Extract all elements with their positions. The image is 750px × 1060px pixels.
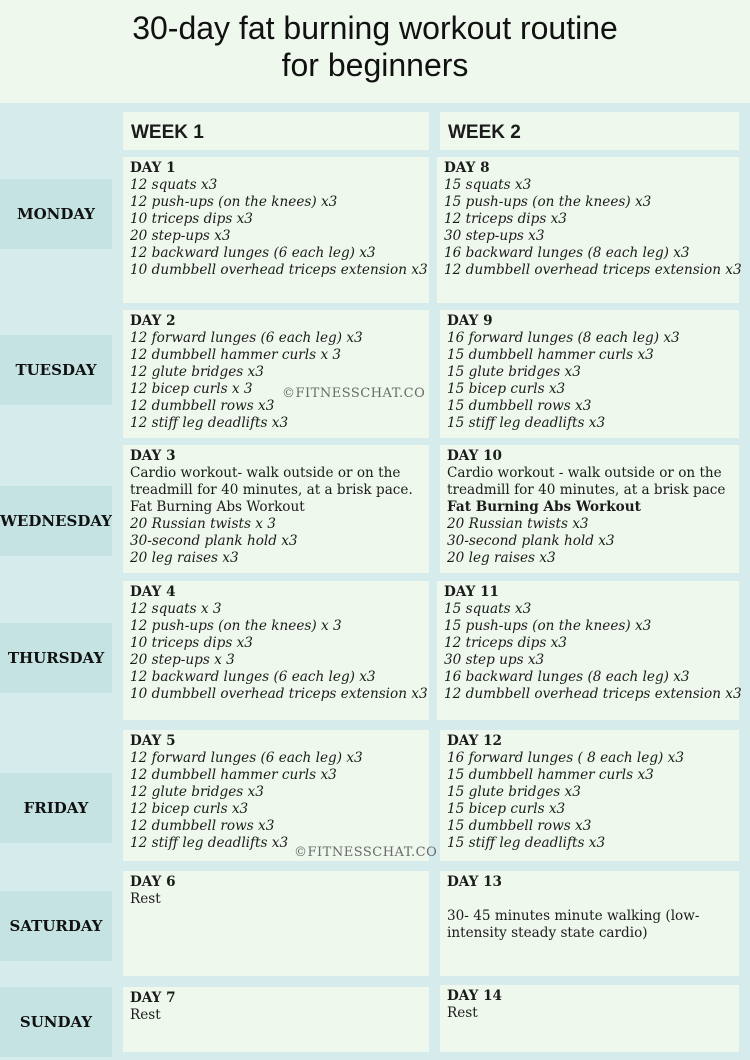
day-label-thursday: THURSDAY <box>0 623 112 693</box>
day-label-monday: MONDAY <box>0 179 112 249</box>
spacer <box>447 891 739 908</box>
exercise-line: 10 triceps dips x3 <box>130 211 253 227</box>
exercise-line: 10 triceps dips x3 <box>130 635 253 651</box>
day-title: DAY 3 <box>130 448 176 464</box>
exercise-line: 12 dumbbell rows x3 <box>130 398 275 414</box>
week2-day9-cell <box>440 310 739 438</box>
exercise-line: 12 dumbbell overhead triceps extension x3 <box>444 262 742 278</box>
exercise-line: Cardio workout - walk outside or on the <box>447 465 722 481</box>
day-label-saturday: SATURDAY <box>0 891 112 961</box>
exercise-line: treadmill for 40 minutes, at a brisk pace <box>447 482 726 498</box>
day-title: DAY 2 <box>130 313 176 329</box>
exercise-line: Cardio workout- walk outside or on the <box>130 465 401 481</box>
exercise-line: 15 bicep curls x3 <box>447 381 566 397</box>
exercise-line: 30 step-ups x3 <box>444 228 545 244</box>
exercise-line: 20 Russian twists x 3 <box>130 516 276 532</box>
week1-day6-cell <box>123 871 429 976</box>
day-title: DAY 5 <box>130 733 176 749</box>
exercise-line: 15 squats x3 <box>444 177 532 193</box>
exercise-line: 12 backward lunges (6 each leg) x3 <box>130 245 376 261</box>
exercise-line: intensity steady state cardio) <box>447 925 648 941</box>
exercise-line: 12 stiff leg deadlifts x3 <box>130 415 289 431</box>
exercise-line: 12 dumbbell overhead triceps extension x3 <box>444 686 742 702</box>
header <box>0 0 750 103</box>
exercise-line: 15 stiff leg deadlifts x3 <box>447 835 606 851</box>
exercise-line: 15 glute bridges x3 <box>447 364 581 380</box>
exercise-line: 20 step-ups x3 <box>130 228 231 244</box>
exercise-line: 10 dumbbell overhead triceps extension x3 <box>130 686 428 702</box>
week1-day4-cell <box>123 581 429 720</box>
day-title: DAY 10 <box>447 448 503 464</box>
exercise-line: 12 triceps dips x3 <box>444 635 567 651</box>
exercise-line: 12 bicep curls x 3 <box>130 381 253 397</box>
exercise-line: 15 dumbbell rows x3 <box>447 398 592 414</box>
exercise-line: 15 dumbbell hammer curls x3 <box>447 767 654 783</box>
exercise-line: 16 backward lunges (8 each leg) x3 <box>444 669 690 685</box>
exercise-line: Fat Burning Abs Workout <box>130 499 305 515</box>
exercise-line: Rest <box>130 1007 161 1023</box>
page-title <box>0 10 750 84</box>
exercise-line: Rest <box>130 891 161 907</box>
exercise-line: Fat Burning Abs Workout <box>447 499 641 515</box>
exercise-line: 12 glute bridges x3 <box>130 364 264 380</box>
exercise-line: 30-second plank hold x3 <box>447 533 615 549</box>
exercise-line: 15 glute bridges x3 <box>447 784 581 800</box>
watermark: ©FITNESSCHAT.CO <box>282 386 426 401</box>
week2-day14-cell <box>440 985 739 1052</box>
exercise-line: 12 squats x 3 <box>130 601 222 617</box>
exercise-line: 12 squats x3 <box>130 177 218 193</box>
week1-day3-cell <box>123 445 429 573</box>
week2-day11-cell <box>437 581 742 720</box>
day-title: DAY 4 <box>130 584 176 600</box>
watermark: ©FITNESSCHAT.CO <box>294 845 438 860</box>
exercise-line: 12 push-ups (on the knees) x 3 <box>130 618 342 634</box>
day-label-sunday: SUNDAY <box>0 987 112 1057</box>
week1-day7-cell <box>123 987 429 1052</box>
exercise-line: 12 dumbbell hammer curls x 3 <box>130 347 342 363</box>
exercise-line: 15 squats x3 <box>444 601 532 617</box>
day-title: DAY 11 <box>444 584 500 600</box>
week2-day12-cell <box>440 730 739 861</box>
week2-day13-cell <box>440 871 739 976</box>
exercise-line: 30-second plank hold x3 <box>130 533 298 549</box>
exercise-line: 10 dumbbell overhead triceps extension x3 <box>130 262 428 278</box>
exercise-line: 30 step ups x3 <box>444 652 545 668</box>
exercise-line: 12 dumbbell hammer curls x3 <box>130 767 337 783</box>
day-label-wednesday: WEDNESDAY <box>0 486 112 556</box>
exercise-line: 12 dumbbell rows x3 <box>130 818 275 834</box>
exercise-line: 16 forward lunges (8 each leg) x3 <box>447 330 680 346</box>
exercise-line: 15 push-ups (on the knees) x3 <box>444 618 652 634</box>
day-label-friday: FRIDAY <box>0 773 112 843</box>
week1-day5-cell <box>123 730 429 861</box>
exercise-line: 20 leg raises x3 <box>447 550 556 566</box>
week1-day2-cell <box>123 310 429 438</box>
day-title: DAY 1 <box>130 160 176 176</box>
exercise-line: 15 stiff leg deadlifts x3 <box>447 415 606 431</box>
exercise-line: 12 forward lunges (6 each leg) x3 <box>130 750 363 766</box>
day-title: DAY 8 <box>444 160 490 176</box>
exercise-line: 20 leg raises x3 <box>130 550 239 566</box>
day-title: DAY 14 <box>447 988 503 1004</box>
exercise-line: 15 push-ups (on the knees) x3 <box>444 194 652 210</box>
exercise-line: 20 step-ups x 3 <box>130 652 235 668</box>
day-title: DAY 7 <box>130 990 176 1006</box>
week-2-header: WEEK 2 <box>440 112 739 150</box>
title-line-1: 30-day fat burning workout routine <box>132 10 618 46</box>
exercise-line: 15 dumbbell rows x3 <box>447 818 592 834</box>
exercise-line: 16 backward lunges (8 each leg) x3 <box>444 245 690 261</box>
exercise-line: 12 push-ups (on the knees) x3 <box>130 194 338 210</box>
exercise-line: 30- 45 minutes minute walking (low- <box>447 908 700 924</box>
exercise-line: 12 bicep curls x3 <box>130 801 249 817</box>
exercise-line: 12 stiff leg deadlifts x3 <box>130 835 289 851</box>
week-1-header: WEEK 1 <box>123 112 429 150</box>
day-title: DAY 12 <box>447 733 503 749</box>
exercise-line: 20 Russian twists x3 <box>447 516 589 532</box>
exercise-line: treadmill for 40 minutes, at a brisk pace. <box>130 482 413 498</box>
exercise-line: 12 triceps dips x3 <box>444 211 567 227</box>
exercise-line: 12 backward lunges (6 each leg) x3 <box>130 669 376 685</box>
exercise-line: 15 dumbbell hammer curls x3 <box>447 347 654 363</box>
day-title: DAY 6 <box>130 874 176 890</box>
exercise-line: 16 forward lunges ( 8 each leg) x3 <box>447 750 684 766</box>
day-title: DAY 9 <box>447 313 493 329</box>
week2-day10-cell <box>440 445 739 573</box>
exercise-line: 15 bicep curls x3 <box>447 801 566 817</box>
title-line-2: for beginners <box>281 47 469 83</box>
exercise-line: Rest <box>447 1005 478 1021</box>
day-title: DAY 13 <box>447 874 503 890</box>
week1-day1-cell <box>123 157 429 303</box>
week2-day8-cell <box>437 157 742 303</box>
exercise-line: 12 forward lunges (6 each leg) x3 <box>130 330 363 346</box>
day-label-tuesday: TUESDAY <box>0 335 112 405</box>
exercise-line: 12 glute bridges x3 <box>130 784 264 800</box>
